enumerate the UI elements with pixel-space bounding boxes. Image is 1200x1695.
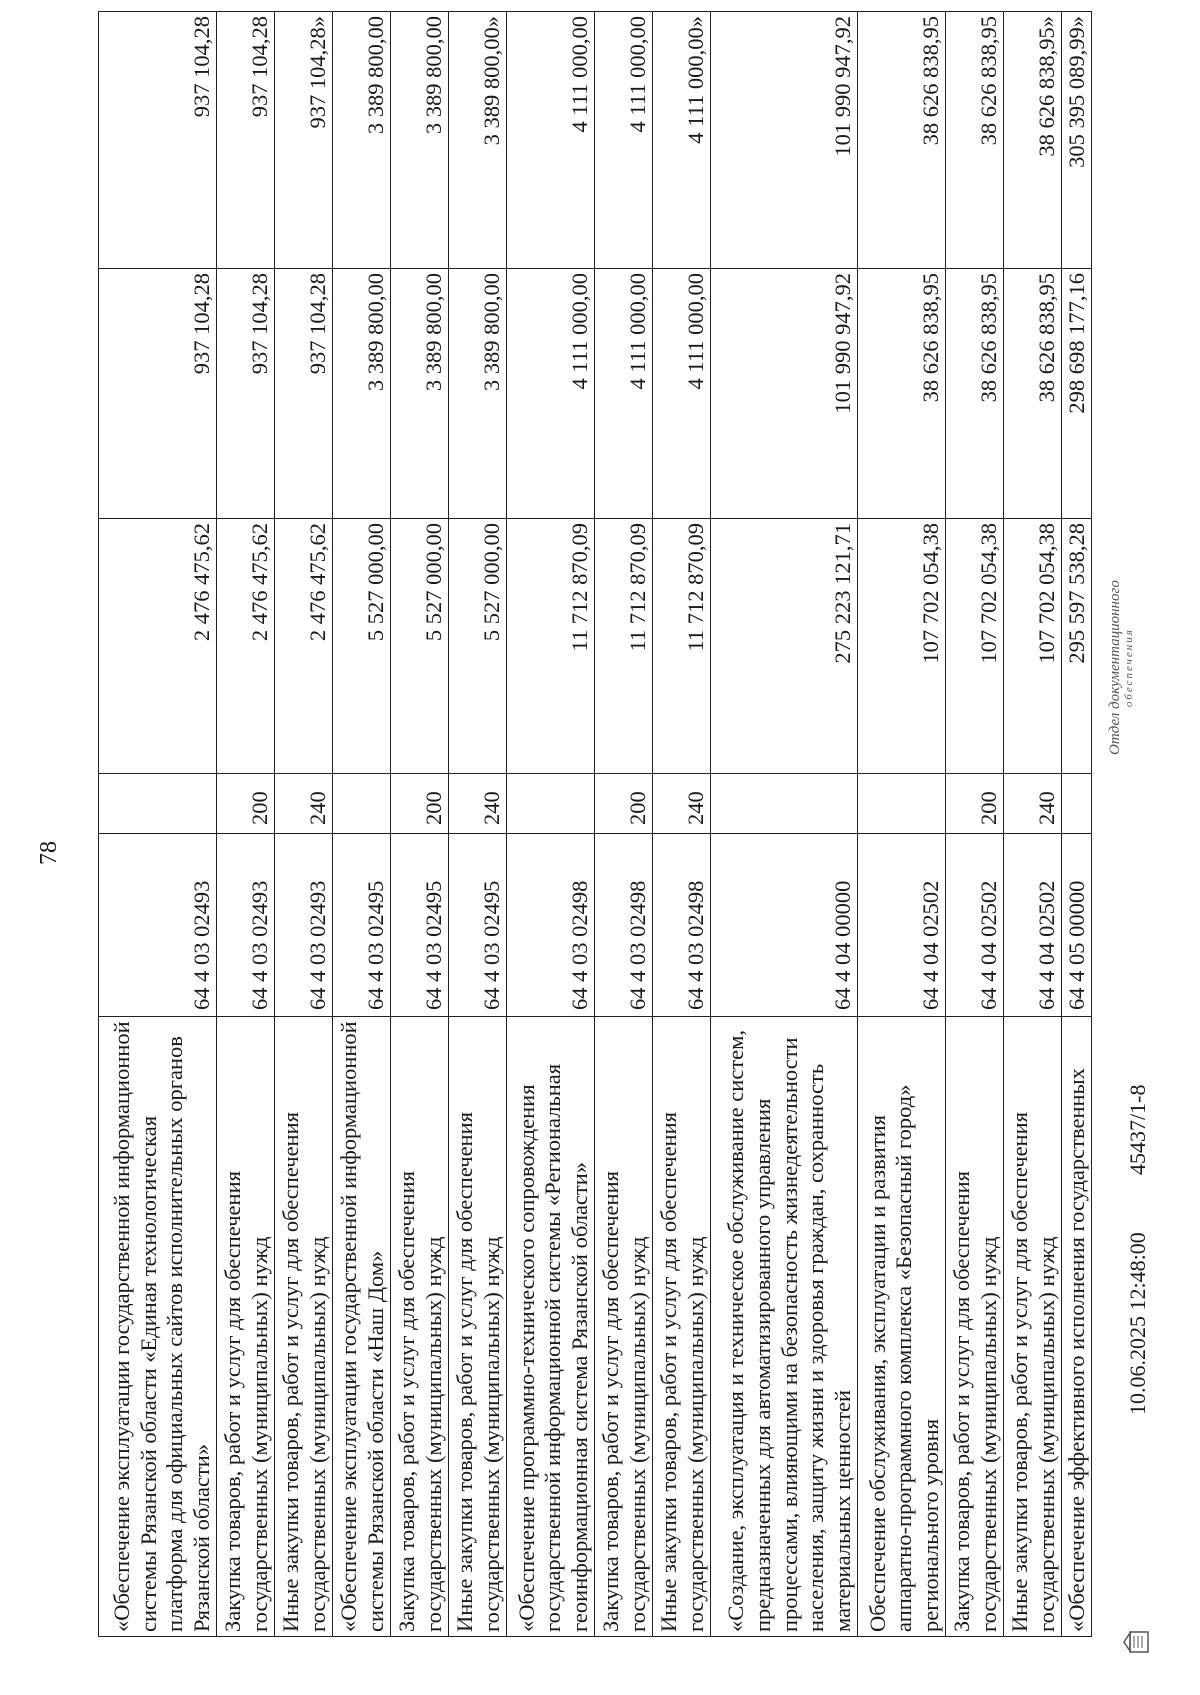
table-row	[946, 12, 1004, 1637]
row-vr-cell: 200	[595, 774, 653, 834]
stamp-line-1: Отдел документационного	[1107, 580, 1123, 755]
row-value-2025-cell: 5 527 000,00	[449, 519, 507, 774]
row-value-2027-cell: 101 990 947,92	[711, 12, 858, 269]
row-value-2025-cell: 5 527 000,00	[333, 519, 391, 774]
row-name-cell: «Обеспечение эксплуатации государственной информационной системы Рязанской области «Наш Дом»	[333, 1017, 391, 1637]
row-value-2027-cell: 937 104,28	[217, 12, 275, 269]
row-vr-cell: 240	[275, 774, 333, 834]
row-value-2027-cell: 4 111 000,00	[507, 12, 595, 269]
row-value-2026-cell: 38 626 838,95	[946, 269, 1004, 519]
table-body	[99, 12, 1092, 1637]
row-code-cell: 64 4 03 02498	[507, 834, 595, 1017]
row-value-2027-cell: 3 389 800,00	[391, 12, 449, 269]
table-row	[653, 12, 711, 1637]
table-row	[275, 12, 333, 1637]
stamp-line-2: обеспечения	[1123, 628, 1135, 708]
table-row	[858, 12, 946, 1637]
row-vr-cell	[1062, 774, 1092, 834]
row-value-2027-cell: 38 626 838,95	[946, 12, 1004, 269]
row-value-2025-cell: 107 702 054,38	[858, 519, 946, 774]
row-value-2025-cell: 295 597 538,28	[1062, 519, 1092, 774]
row-vr-cell: 240	[1004, 774, 1062, 834]
row-value-2025-cell: 11 712 870,09	[653, 519, 711, 774]
row-value-2027-cell: 305 395 089,99»	[1062, 12, 1092, 269]
table-row	[333, 12, 391, 1637]
row-vr-cell: 240	[653, 774, 711, 834]
row-value-2026-cell: 937 104,28	[275, 269, 333, 519]
row-code-cell: 64 4 03 02493	[99, 834, 217, 1017]
row-value-2026-cell: 3 389 800,00	[333, 269, 391, 519]
row-value-2026-cell: 937 104,28	[99, 269, 217, 519]
row-value-2025-cell: 107 702 054,38	[1004, 519, 1062, 774]
table-row	[711, 12, 858, 1637]
row-vr-cell: 200	[391, 774, 449, 834]
row-value-2027-cell: 3 389 800,00	[333, 12, 391, 269]
row-code-cell: 64 4 03 02495	[391, 834, 449, 1017]
row-vr-cell	[333, 774, 391, 834]
table-row	[99, 12, 217, 1637]
footer-date: 10.06.2025 12:48:00	[1125, 1232, 1150, 1415]
row-value-2027-cell: 937 104,28	[99, 12, 217, 269]
table-row	[391, 12, 449, 1637]
row-name-cell: Закупка товаров, работ и услуг для обеспечения государственных (муниципальных) нужд	[946, 1017, 1004, 1637]
row-code-cell: 64 4 04 00000	[711, 834, 858, 1017]
table-row	[1062, 12, 1092, 1637]
row-name-cell: Иные закупки товаров, работ и услуг для обеспечения государственных (муниципальных) нужд	[449, 1017, 507, 1637]
row-name-cell: «Обеспечение эффективного исполнения государственных	[1062, 1017, 1092, 1637]
row-value-2025-cell: 2 476 475,62	[217, 519, 275, 774]
row-value-2026-cell: 4 111 000,00	[653, 269, 711, 519]
row-value-2026-cell: 937 104,28	[217, 269, 275, 519]
row-vr-cell	[858, 774, 946, 834]
row-value-2026-cell: 4 111 000,00	[595, 269, 653, 519]
row-value-2026-cell: 298 698 177,16	[1062, 269, 1092, 519]
row-value-2025-cell: 107 702 054,38	[946, 519, 1004, 774]
row-value-2027-cell: 4 111 000,00	[595, 12, 653, 269]
row-value-2027-cell: 4 111 000,00»	[653, 12, 711, 269]
row-code-cell: 64 4 03 02493	[217, 834, 275, 1017]
table-row	[595, 12, 653, 1637]
footer-doc-id: 45437/1-8	[1125, 1084, 1150, 1175]
row-vr-cell: 200	[217, 774, 275, 834]
row-value-2027-cell: 38 626 838,95»	[1004, 12, 1062, 269]
document-stamp-icon	[1122, 1629, 1152, 1655]
row-name-cell: Закупка товаров, работ и услуг для обеспечения государственных (муниципальных) нужд	[217, 1017, 275, 1637]
row-code-cell: 64 4 03 02498	[595, 834, 653, 1017]
table-row	[507, 12, 595, 1637]
row-value-2027-cell: 3 389 800,00»	[449, 12, 507, 269]
row-value-2025-cell: 2 476 475,62	[275, 519, 333, 774]
row-name-cell: «Обеспечение программно-технического сопровождения государственной информационной системы «Региональная геоинформационная система Рязанской области»	[507, 1017, 595, 1637]
row-code-cell: 64 4 03 02495	[333, 834, 391, 1017]
table-row	[449, 12, 507, 1637]
row-value-2027-cell: 38 626 838,95	[858, 12, 946, 269]
row-name-cell: «Создание, эксплуатация и техническое обслуживание систем, предназначенных для автоматизированного управления процессами, влияющими на безопасность жизнедеятельности населения, защиту жизни и здоровья граждан, сохранность материальных ценностей	[711, 1017, 858, 1637]
footer-department-stamp	[1108, 580, 1136, 755]
row-value-2025-cell: 11 712 870,09	[507, 519, 595, 774]
table-row	[217, 12, 275, 1637]
row-code-cell: 64 4 05 00000	[1062, 834, 1092, 1017]
row-vr-cell	[507, 774, 595, 834]
row-name-cell: «Обеспечение эксплуатации государственной информационной системы Рязанской области «Единая технологическая платформа для официальных сайтов исполнительных органов Рязанской области»	[99, 1017, 217, 1637]
row-code-cell: 64 4 04 02502	[858, 834, 946, 1017]
row-vr-cell: 200	[946, 774, 1004, 834]
row-value-2025-cell: 5 527 000,00	[391, 519, 449, 774]
row-code-cell: 64 4 03 02498	[653, 834, 711, 1017]
row-vr-cell	[711, 774, 858, 834]
row-value-2025-cell: 2 476 475,62	[99, 519, 217, 774]
row-value-2027-cell: 937 104,28»	[275, 12, 333, 269]
budget-table	[98, 11, 1092, 1637]
row-value-2025-cell: 11 712 870,09	[595, 519, 653, 774]
row-value-2026-cell: 4 111 000,00	[507, 269, 595, 519]
row-name-cell: Обеспечение обслуживания, эксплуатации и развития аппаратно-программного комплекса «Безопасный город» регионального уровня	[858, 1017, 946, 1637]
row-name-cell: Иные закупки товаров, работ и услуг для обеспечения государственных (муниципальных) нужд	[275, 1017, 333, 1637]
row-value-2026-cell: 38 626 838,95	[858, 269, 946, 519]
row-code-cell: 64 4 03 02493	[275, 834, 333, 1017]
row-name-cell: Иные закупки товаров, работ и услуг для обеспечения государственных (муниципальных) нужд	[653, 1017, 711, 1637]
table-row	[1004, 12, 1062, 1637]
row-vr-cell: 240	[449, 774, 507, 834]
row-value-2026-cell: 3 389 800,00	[391, 269, 449, 519]
row-code-cell: 64 4 04 02502	[1004, 834, 1062, 1017]
row-value-2025-cell: 275 223 121,71	[711, 519, 858, 774]
row-name-cell: Закупка товаров, работ и услуг для обеспечения государственных (муниципальных) нужд	[391, 1017, 449, 1637]
row-name-cell: Закупка товаров, работ и услуг для обеспечения государственных (муниципальных) нужд	[595, 1017, 653, 1637]
row-value-2026-cell: 38 626 838,95	[1004, 269, 1062, 519]
row-value-2026-cell: 101 990 947,92	[711, 269, 858, 519]
row-vr-cell	[99, 774, 217, 834]
page-number: 78	[36, 841, 62, 865]
row-value-2026-cell: 3 389 800,00	[449, 269, 507, 519]
row-code-cell: 64 4 03 02495	[449, 834, 507, 1017]
row-name-cell: Иные закупки товаров, работ и услуг для обеспечения государственных (муниципальных) нужд	[1004, 1017, 1062, 1637]
row-code-cell: 64 4 04 02502	[946, 834, 1004, 1017]
